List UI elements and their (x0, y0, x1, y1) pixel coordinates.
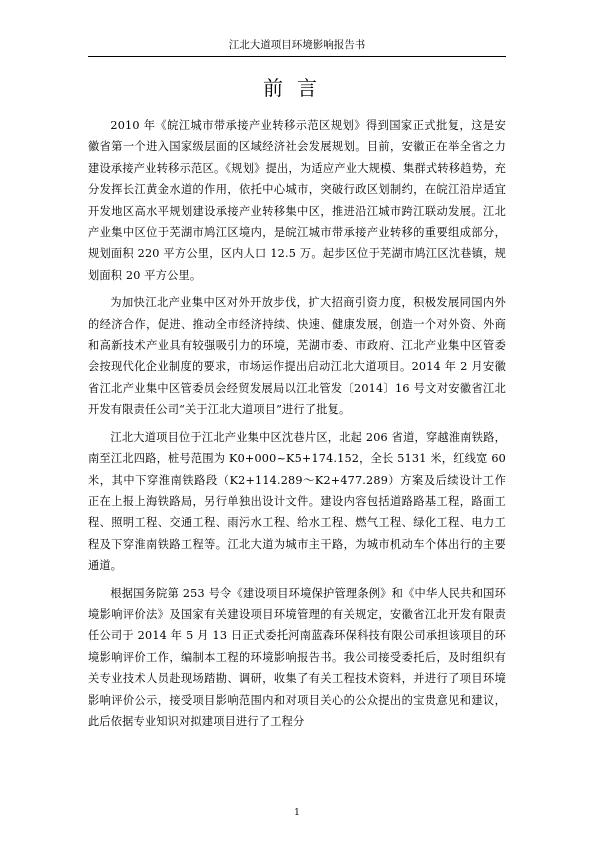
header-rule (88, 56, 506, 57)
paragraph-1: 2010 年《皖江城市带承接产业转移示范区规划》得到国家正式批复，这是安徽省第一个进入国家级层面的区域经济社会发展规划。目前，安徽正在举全省之力建设承接产业转移示范区。《规划》提出，为适应产业大规模、集群式转移趋势，充分发挥长江黄金水道的作用，依托中心城市，突破行政区划制约，在皖江沿岸适宜开发地区高水平规划建设承接产业转移集中区，推进沿江城市跨江联动发展。江北产业集中区位于芜湖市鸠江区境内，是皖江城市带承接产业转移的重要组成部分，规划面积 220 平方公里，区内人口 12.5 万。起步区位于芜湖市鸠江区沈巷镇，规划面积 20 平方公里。 (88, 119, 506, 282)
paragraph-3: 江北大道项目位于江北产业集中区沈巷片区，北起 206 省道，穿越淮南铁路，南至江北四路，桩号范围为 K0+000~K5+174.152，全长 5131 米，红线宽 60 米，其中下穿淮南铁路段（K2+114.289～K2+477.289）方案及后续设计工作正在上报上海铁路局，另行单独出设计文件。建设内容包括道路路基工程，路面工程、照明工程、交通工程、雨污水工程、给水工程、燃气工程、绿化工程、电力工程及下穿淮南铁路工程等。江北大道为城市主干路，为城市机动车个体出行的主要通道。 (88, 430, 506, 573)
page-title: 前言 (263, 76, 331, 100)
page-number: 1 (294, 808, 300, 818)
running-header: 江北大道项目环境影响报告书 (228, 39, 366, 51)
paragraph-4: 根据国务院第 253 号令《建设项目环境保护管理条例》和《中华人民共和国环境影响评价法》及国家有关建设项目环境管理的有关规定，安徽省江北开发有限责任公司于 2014 年 5 月 13 日正式委托河南蓝森环保科技有限公司承担该项目的环境影响评价工作，编制本工程的环境影响报告书。我公司接受委托后，及时组织有关专业技术人员赴现场踏勘、调研，收集了有关工程技术资料，并进行了项目环境影响评价公示，接受项目影响范围内和对项目关心的公众提出的宝贵意见和建议，此后依据专业知识对拟建项目进行了工程分 (88, 586, 506, 728)
paragraph-2: 为加快江北产业集中区对外开放步伐，扩大招商引资力度，积极发展同国内外的经济合作，促进、推动全市经济持续、快速、健康发展，创造一个对外资、外商和高新技术产业具有较强吸引力的环境，芜湖市委、市政府、江北产业集中区管委会按现代化企业制度的要求，市场运作提出启动江北大道项目。2014 年 2 月安徽省江北产业集中区管委员会经贸发展局以江北管发〔2014〕16 号文对安徽省江北开发有限责任公司“关于江北大道项目”进行了批复。 (88, 296, 506, 417)
body-text (88, 115, 506, 738)
